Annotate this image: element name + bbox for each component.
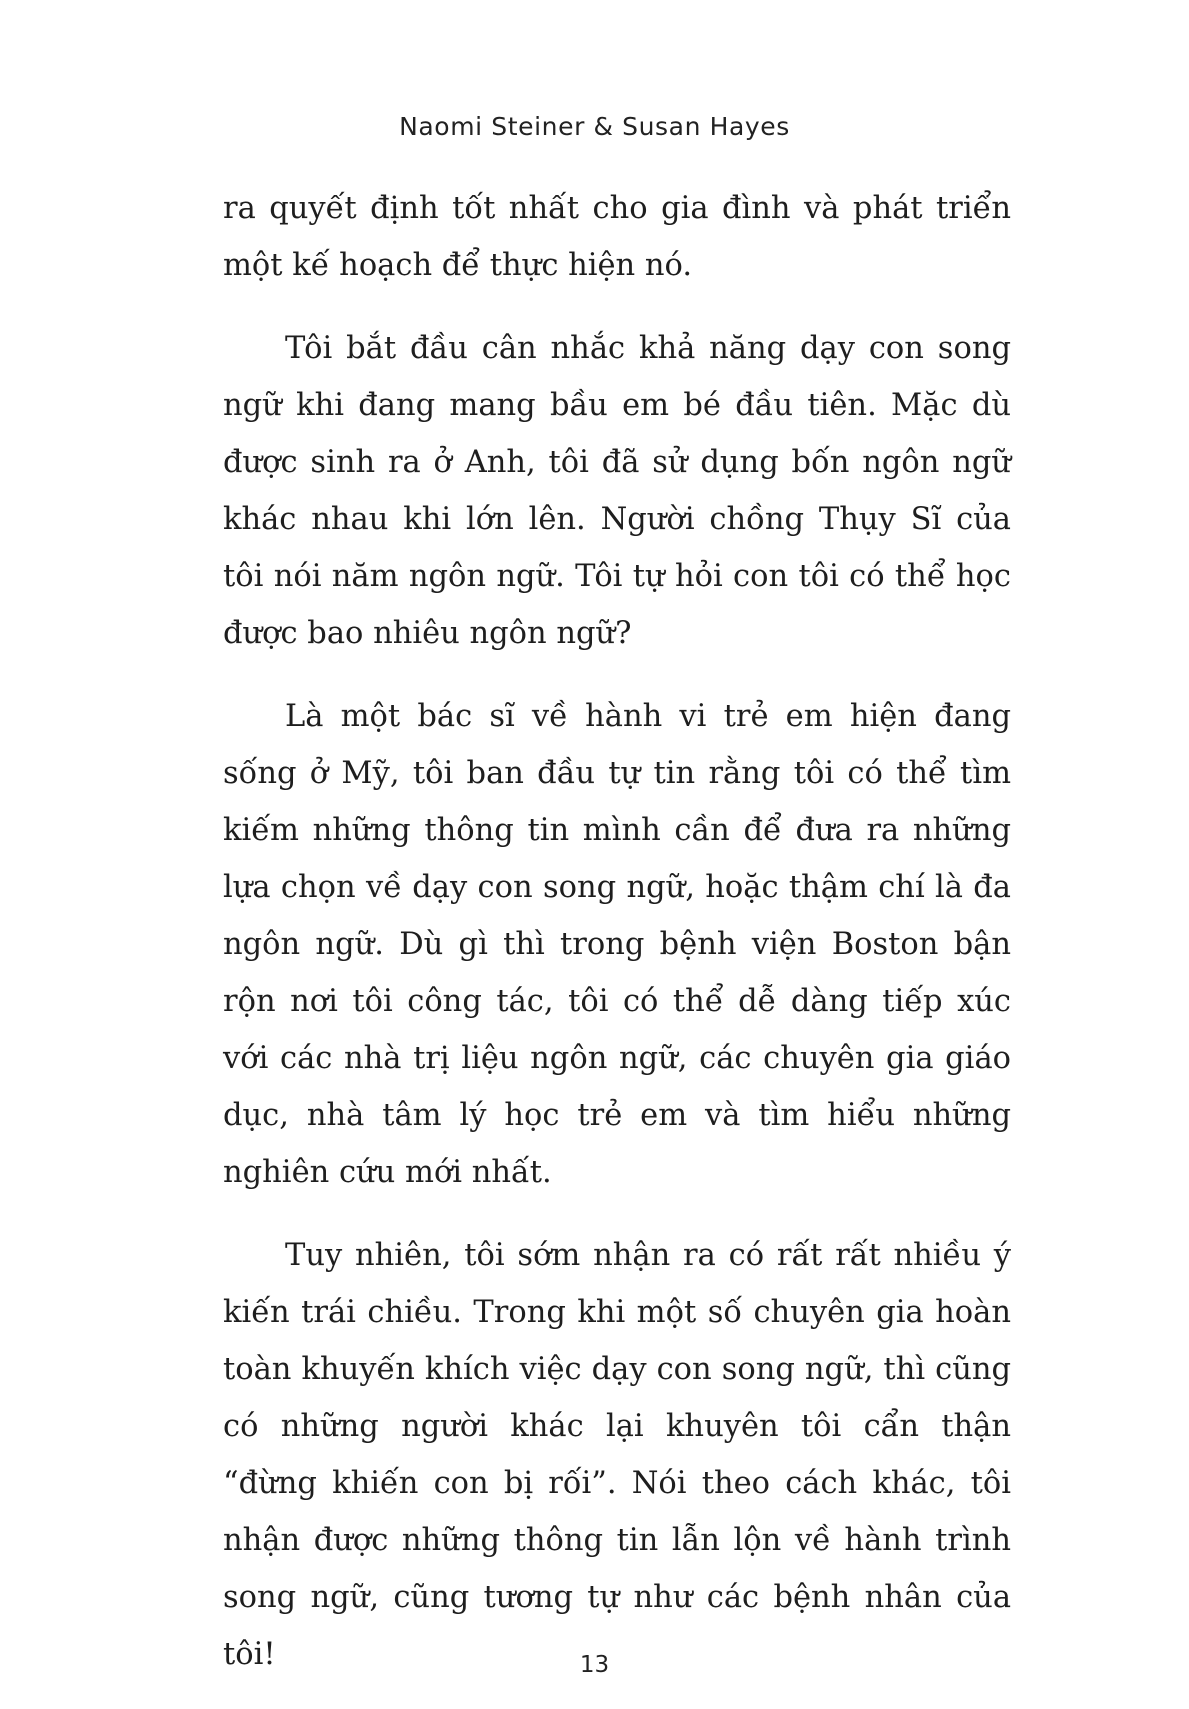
running-header-authors: Naomi Steiner & Susan Hayes — [399, 112, 790, 141]
paragraph: Là một bác sĩ về hành vi trẻ em hiện đang sống ở Mỹ, tôi ban đầu tự tin rằng tôi có thể tìm kiếm những thông tin mình cần để đưa ra những lựa chọn về dạy con song ngữ, hoặc thậm chí là đa ngôn ngữ. Dù gì thì trong bệnh viện Boston bận rộn nơi tôi công tác, tôi có thể dễ dàng tiếp xúc với các nhà trị liệu ngôn ngữ, các chuyên gia giáo dục, nhà tâm lý học trẻ em và tìm hiểu những nghiên cứu mới nhất. — [223, 699, 1011, 1190]
paragraph: Tôi bắt đầu cân nhắc khả năng dạy con song ngữ khi đang mang bầu em bé đầu tiên. Mặc dù được sinh ra ở Anh, tôi đã sử dụng bốn ngôn ngữ khác nhau khi lớn lên. Người chồng Thụy Sĩ của tôi nói năm ngôn ngữ. Tôi tự hỏi con tôi có thể học được bao nhiêu ngôn ngữ? — [223, 331, 1011, 651]
page-number: 13 — [579, 1652, 610, 1678]
body-text — [223, 180, 1011, 1709]
paragraph-continuation: ra quyết định tốt nhất cho gia đình và phát triển một kế hoạch để thực hiện nó. — [223, 191, 1011, 283]
paragraph: Tuy nhiên, tôi sớm nhận ra có rất rất nhiều ý kiến trái chiều. Trong khi một số chuyên gia hoàn toàn khuyến khích việc dạy con song ngữ, thì cũng có những người khác lại khuyên tôi cẩn thận “đừng khiến con bị rối”. Nói theo cách khác, tôi nhận được những thông tin lẫn lộn về hành trình song ngữ, cũng tương tự như các bệnh nhân của tôi! — [223, 1238, 1011, 1672]
